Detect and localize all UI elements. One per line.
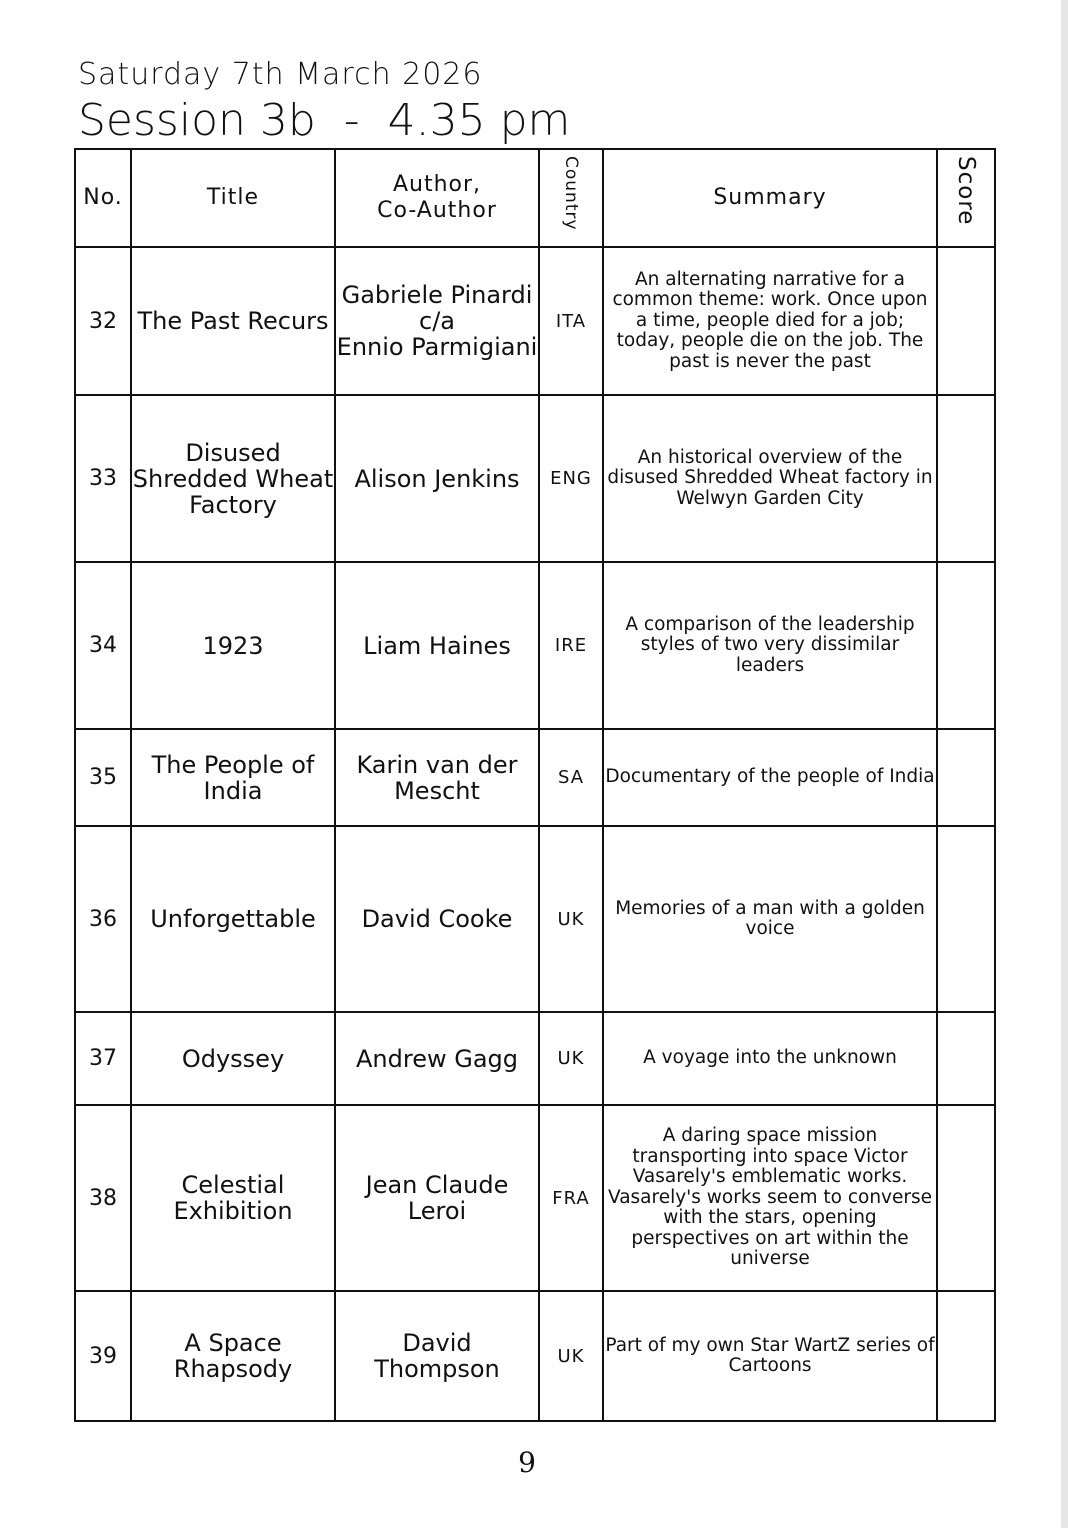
row-title bbox=[131, 562, 335, 729]
row-title-text: Disused Shredded Wheat Factory bbox=[132, 438, 334, 519]
row-summary-text: Part of my own Star WartZ series of Cartoons bbox=[605, 1334, 935, 1376]
row-summary bbox=[603, 1291, 937, 1421]
session-title: Session 3b - 4.35 pm bbox=[78, 95, 571, 146]
column-header-author bbox=[335, 149, 539, 247]
row-number bbox=[75, 1105, 131, 1291]
row-author bbox=[335, 562, 539, 729]
column-header-score-label: Score bbox=[953, 156, 979, 226]
row-score bbox=[937, 247, 995, 395]
column-header-country bbox=[539, 149, 603, 247]
row-author bbox=[335, 247, 539, 395]
row-number-text: 34 bbox=[89, 633, 117, 658]
row-country bbox=[539, 562, 603, 729]
row-country-text: UK bbox=[557, 1048, 585, 1069]
row-title-text: 1923 bbox=[202, 631, 264, 660]
row-number bbox=[75, 826, 131, 1012]
row-author-text: David Thompson bbox=[374, 1329, 500, 1383]
row-summary-text: An historical overview of the disused Shredded Wheat factory in Welwyn Garden City bbox=[607, 446, 933, 509]
row-country-text: FRA bbox=[552, 1187, 590, 1209]
row-author-text: Karin van der Mescht bbox=[356, 750, 518, 805]
table-row bbox=[75, 247, 995, 395]
row-author-text: Gabriele Pinardi c/a Ennio Parmigiani bbox=[336, 281, 538, 361]
row-summary-text: A daring space mission transporting into space Victor Vasarely's emblematic works. Vasarely's works seem to converse with the stars, opening perspectives on art within the universe bbox=[607, 1125, 933, 1270]
row-summary-text: A voyage into the unknown bbox=[643, 1047, 897, 1069]
row-country-text: UK bbox=[557, 908, 585, 930]
row-summary bbox=[603, 1105, 937, 1291]
row-summary bbox=[603, 729, 937, 826]
row-title-text: The Past Recurs bbox=[137, 307, 329, 335]
column-header-title: Title bbox=[131, 149, 335, 247]
row-title bbox=[131, 395, 335, 562]
table-row bbox=[75, 1105, 995, 1291]
row-number bbox=[75, 395, 131, 562]
row-number-text: 35 bbox=[89, 765, 117, 790]
row-title-text: Odyssey bbox=[181, 1044, 285, 1073]
page-number: 9 bbox=[518, 1446, 536, 1479]
row-number-text: 36 bbox=[89, 906, 117, 932]
column-header-summary: Summary bbox=[603, 149, 937, 247]
row-author bbox=[335, 1105, 539, 1291]
row-country bbox=[539, 1105, 603, 1291]
row-score bbox=[937, 729, 995, 826]
table-header-row bbox=[75, 149, 995, 247]
row-country-text: ENG bbox=[550, 468, 592, 489]
row-country-text: SA bbox=[557, 767, 585, 788]
row-author bbox=[335, 729, 539, 826]
table-row bbox=[75, 395, 995, 562]
row-number-text: 38 bbox=[89, 1185, 117, 1211]
row-author bbox=[335, 826, 539, 1012]
row-title bbox=[131, 247, 335, 395]
row-number bbox=[75, 247, 131, 395]
row-title bbox=[131, 1012, 335, 1105]
row-number bbox=[75, 1012, 131, 1105]
row-country-text: UK bbox=[557, 1345, 585, 1367]
column-header-author-line1: Author, bbox=[392, 172, 482, 197]
column-header-country-label: Country bbox=[561, 156, 581, 231]
session-date: Saturday 7th March 2026 bbox=[78, 57, 483, 92]
table-row bbox=[75, 1291, 995, 1421]
row-score bbox=[937, 1291, 995, 1421]
row-country bbox=[539, 729, 603, 826]
row-author bbox=[335, 395, 539, 562]
row-summary-text: Documentary of the people of India bbox=[605, 766, 935, 788]
row-author-text: Jean Claude Leroi bbox=[365, 1171, 509, 1225]
row-country bbox=[539, 247, 603, 395]
row-country bbox=[539, 395, 603, 562]
films-table bbox=[74, 148, 996, 1422]
row-number-text: 32 bbox=[89, 308, 117, 334]
row-country-text: IRE bbox=[554, 635, 588, 656]
row-score bbox=[937, 395, 995, 562]
row-summary bbox=[603, 562, 937, 729]
row-author-text: Liam Haines bbox=[363, 631, 511, 660]
row-title bbox=[131, 1105, 335, 1291]
row-country bbox=[539, 1012, 603, 1105]
row-title-text: Celestial Exhibition bbox=[173, 1171, 293, 1225]
row-title bbox=[131, 826, 335, 1012]
row-summary bbox=[603, 1012, 937, 1105]
row-author bbox=[335, 1012, 539, 1105]
page-edge-shadow bbox=[1061, 0, 1068, 1528]
row-number-text: 37 bbox=[89, 1046, 117, 1071]
row-score bbox=[937, 562, 995, 729]
row-number bbox=[75, 729, 131, 826]
row-country bbox=[539, 1291, 603, 1421]
row-author-text: David Cooke bbox=[361, 905, 513, 933]
row-title bbox=[131, 729, 335, 826]
row-country bbox=[539, 826, 603, 1012]
row-author bbox=[335, 1291, 539, 1421]
row-summary bbox=[603, 247, 937, 395]
row-summary bbox=[603, 395, 937, 562]
table-row bbox=[75, 1012, 995, 1105]
row-summary-text: A comparison of the leadership styles of two very dissimilar leaders bbox=[625, 613, 915, 676]
row-title-text: The People of India bbox=[151, 750, 315, 805]
row-number bbox=[75, 1291, 131, 1421]
row-summary bbox=[603, 826, 937, 1012]
row-summary-text: Memories of a man with a golden voice bbox=[615, 897, 925, 939]
row-score bbox=[937, 1105, 995, 1291]
row-number-text: 33 bbox=[89, 466, 117, 491]
column-header-no: No. bbox=[75, 149, 131, 247]
row-title-text: A Space Rhapsody bbox=[173, 1329, 293, 1383]
row-title bbox=[131, 1291, 335, 1421]
row-title-text: Unforgettable bbox=[150, 905, 316, 933]
row-summary-text: An alternating narrative for a common theme: work. Once upon a time, people died for a job; today, people die on the job. The past is never the past bbox=[612, 268, 928, 372]
row-number bbox=[75, 562, 131, 729]
row-number-text: 39 bbox=[89, 1343, 117, 1369]
row-score bbox=[937, 826, 995, 1012]
column-header-score bbox=[937, 149, 995, 247]
row-author-text: Andrew Gagg bbox=[356, 1044, 518, 1073]
row-score bbox=[937, 1012, 995, 1105]
row-author-text: Alison Jenkins bbox=[354, 464, 520, 493]
row-country-text: ITA bbox=[555, 310, 587, 332]
table-row bbox=[75, 562, 995, 729]
column-header-author-line2: Co-Author bbox=[377, 198, 497, 223]
table-row bbox=[75, 729, 995, 826]
table-row bbox=[75, 826, 995, 1012]
